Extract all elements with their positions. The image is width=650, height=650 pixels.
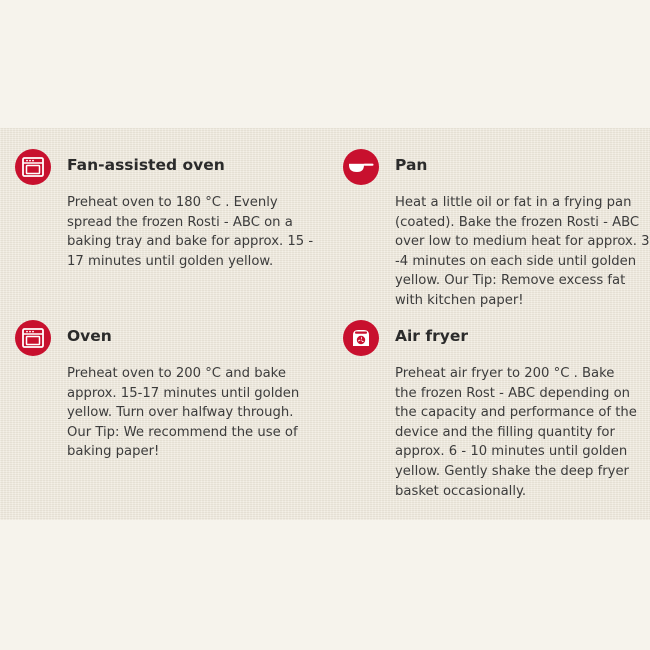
method-title: Fan-assisted oven — [67, 156, 225, 174]
air-fryer-icon — [343, 320, 379, 356]
method-title: Pan — [395, 156, 428, 174]
method-title: Air fryer — [395, 327, 468, 345]
method-description: Preheat air fryer to 200 °C . Bake the frozen Rost - ABC depending on the capacity and performance of the device and the filling quantity for approx. 6 - 10 minutes until golden yellow. Gently shake the deep fryer basket occasionally. — [395, 366, 637, 499]
method-description: Preheat oven to 200 °C and bake approx. 15-17 minutes until golden yellow. Turn over halfway through. Our Tip: We recommend the use of baking paper! — [67, 366, 300, 460]
frying-pan-icon — [343, 149, 379, 185]
oven-icon — [15, 149, 51, 185]
oven-icon — [15, 320, 51, 356]
method-title: Oven — [67, 327, 112, 345]
method-description: Heat a little oil or fat in a frying pan (coated). Bake the frozen Rosti - ABC over low to medium heat for approx. 3 -4 minutes on each side until golden yellow. Our Tip: Remove excess fat with kitchen paper! — [395, 195, 650, 308]
method-description: Preheat oven to 180 °C . Evenly spread the frozen Rosti - ABC on a baking tray and bake for approx. 15 - 17 minutes until golden yellow. — [67, 195, 314, 269]
